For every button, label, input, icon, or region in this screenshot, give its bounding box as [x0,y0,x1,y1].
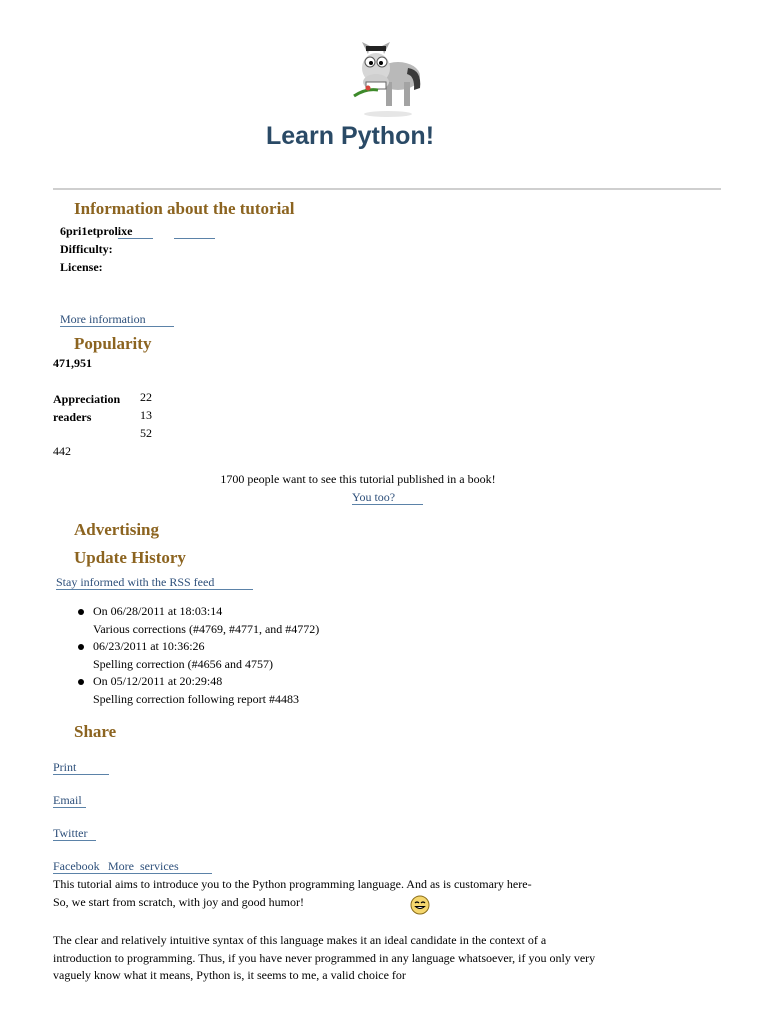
twitter-underline [53,840,96,841]
print-underline [53,774,109,775]
update-history-heading: Update History [74,548,186,567]
tutorial-logo-donkey [348,38,428,118]
intro-paragraph-2: The clear and relatively intuitive syntax of this language makes it an ideal candidate in the context of a introduction to programming. Thus, if you have never programmed in any language whatsoever, if you only very vaguely know what it means, Python is, it seems to me, a valid choice for [53,933,596,982]
more-services-link[interactable]: More services [108,859,179,873]
header-divider [53,188,721,190]
popularity-value-4: 442 [53,444,71,458]
email-link[interactable]: Email [53,793,82,807]
history-description: Spelling correction (#4656 and 4757) [93,656,273,671]
more-information-underline [60,326,174,327]
intro-line-2: So, we start from scratch, with joy and good humor! [53,895,304,909]
share-heading: Share [74,722,117,741]
history-item [53,673,573,708]
history-date: On 05/12/2011 at 20:29:48 [93,674,223,688]
smiley-icon [410,895,430,915]
license-label: License: [60,260,103,274]
rss-feed-link[interactable]: Stay informed with the RSS feed [56,575,215,589]
author-link-underline-2 [174,238,215,239]
difficulty-label: Difficulty: [60,242,113,256]
share-links-underline [53,873,212,874]
readers-value: 13 [140,408,152,422]
history-date: 06/23/2011 at 10:36:26 [93,639,205,653]
popularity-value-3: 52 [140,426,152,440]
author-name: 6pri1etprolixe [60,224,133,238]
appreciation-value: 22 [140,390,152,404]
update-history-list [53,603,573,708]
history-date: On 06/28/2011 at 18:03:14 [93,604,223,618]
you-too-underline [352,504,423,505]
email-underline [53,807,86,808]
history-item [53,638,573,673]
author-link-underline [118,238,153,239]
history-description: Various corrections (#4769, #4771, and #4772) [93,621,320,636]
intro-line-1: This tutorial aims to introduce you to the Python programming language. And as is customary here- [53,877,532,891]
you-too-link[interactable]: You too? [352,490,396,504]
popularity-heading: Popularity [74,334,152,353]
history-description: Spelling correction following report #4483 [93,691,299,706]
info-heading: Information about the tutorial [74,199,295,218]
visit-count: 471,951 [53,356,92,370]
rss-feed-underline [56,589,253,590]
print-link[interactable]: Print [53,760,77,774]
appreciation-label: Appreciation [53,392,121,406]
history-item [53,603,573,638]
readers-label: readers [53,410,92,424]
twitter-link[interactable]: Twitter [53,826,88,840]
book-request-text: 1700 people want to see this tutorial published in a book! [220,472,496,486]
advertising-heading: Advertising [74,520,159,539]
more-information-link[interactable]: More information [60,312,146,326]
facebook-link[interactable]: Facebook [53,859,100,873]
page-title: Learn Python! [265,122,435,150]
